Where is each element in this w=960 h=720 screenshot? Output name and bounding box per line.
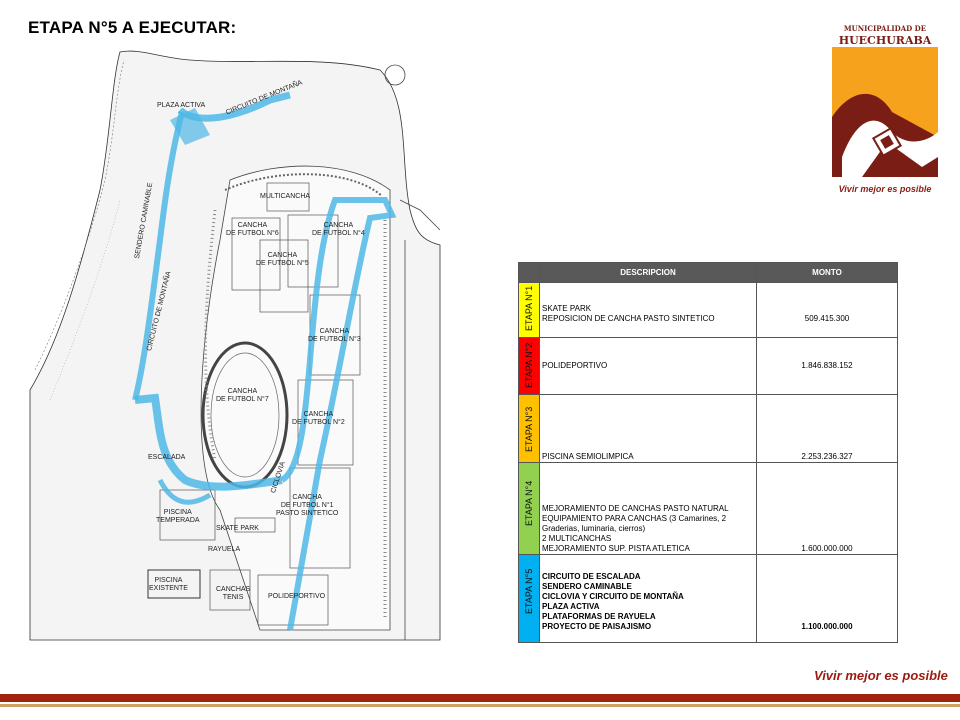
- table-row: [519, 283, 898, 338]
- label-rayuela: RAYUELA: [208, 546, 241, 553]
- label-circuito-montana-top: CIRCUITO DE MONTAÑA: [225, 79, 304, 117]
- amount-cell: 2.253.236.327: [757, 395, 898, 463]
- description-cell: [540, 463, 757, 555]
- table-row: [519, 463, 898, 555]
- label-cancha-2: CANCHA DE FUTBOL N°2: [292, 411, 345, 426]
- description-line: SENDERO CAMINABLE: [542, 582, 632, 591]
- stage-cell: [519, 338, 540, 395]
- description-line: CICLOVIA Y CIRCUITO DE MONTAÑA: [542, 592, 684, 601]
- label-skate-park: SKATE PARK: [216, 525, 259, 532]
- logo-emblem-icon: [832, 47, 938, 177]
- description-line: CIRCUITO DE ESCALADA: [542, 572, 641, 581]
- label-escalada: ESCALADA: [148, 454, 186, 461]
- description-line: PLAZA ACTIVA: [542, 602, 600, 611]
- description-line: MEJORAMIENTO SUP. PISTA ATLETICA: [542, 544, 690, 553]
- label-cancha-7: CANCHA DE FUTBOL N°7: [216, 388, 269, 403]
- footer-line: [0, 704, 960, 707]
- header-amount: MONTO: [757, 263, 898, 283]
- stage-label: ETAPA N°5: [524, 568, 534, 614]
- stage-label: ETAPA N°2: [524, 342, 534, 388]
- stage-cell: [519, 395, 540, 463]
- label-cancha-5: CANCHA DE FUTBOL N°5: [256, 252, 309, 267]
- description-line: MEJORAMIENTO DE CANCHAS PASTO NATURAL: [542, 504, 729, 513]
- page-title: ETAPA N°5 A EJECUTAR:: [28, 18, 237, 37]
- amount-cell: 509.415.300: [757, 283, 898, 338]
- description-line: SKATE PARK: [542, 304, 592, 313]
- footer-bar: [0, 694, 960, 702]
- amount-cell: 1.600.000.000: [757, 463, 898, 555]
- description-line: 2 MULTICANCHAS: [542, 534, 612, 543]
- amount-cell: 1.846.838.152: [757, 338, 898, 395]
- label-canchas-tenis: CANCHAS TENIS: [216, 586, 251, 601]
- description-line: REPOSICION DE CANCHA PASTO SINTETICO: [542, 314, 715, 323]
- description-line: EQUIPAMIENTO PARA CANCHAS (3 Camarines, 2 Graderias, luminaria, cierros): [542, 514, 727, 533]
- label-piscina-existente: PISCINA EXISTENTE: [149, 577, 188, 592]
- stage-label: ETAPA N°1: [524, 285, 534, 331]
- table-row: [519, 395, 898, 463]
- stage-cell: [519, 555, 540, 643]
- stage-cell: [519, 463, 540, 555]
- label-cancha-1: CANCHA DE FUTBOL N°1 PASTO SINTETICO: [276, 494, 339, 517]
- amount-cell: 1.100.000.000: [757, 555, 898, 643]
- label-piscina-temperada: PISCINA TEMPERADA: [156, 509, 200, 524]
- description-cell: [540, 283, 757, 338]
- footer-slogan: Vivir mejor es posible: [814, 668, 948, 683]
- label-cancha-4: CANCHA DE FUTBOL N°4: [312, 222, 365, 237]
- description-line: PROYECTO DE PAISAJISMO: [542, 622, 652, 631]
- municipal-logo: [832, 24, 938, 194]
- description-line: POLIDEPORTIVO: [542, 361, 608, 370]
- site-plan: [20, 40, 460, 650]
- header-stage: [519, 263, 540, 283]
- description-line: PISCINA SEMIOLIMPICA: [542, 452, 634, 461]
- label-multicancha: MULTICANCHA: [260, 193, 311, 200]
- label-circuito-montana-left: CIRCUITO DE MONTAÑA: [146, 270, 173, 352]
- description-cell: [540, 555, 757, 643]
- table-row: [519, 555, 898, 643]
- logo-line2: HUECHURABA: [838, 34, 932, 47]
- site-plan-drawing: [20, 40, 460, 650]
- description-cell: [540, 395, 757, 463]
- stage-label: ETAPA N°3: [524, 406, 534, 452]
- label-plaza-activa: PLAZA ACTIVA: [157, 102, 206, 109]
- header-description: DESCRIPCION: [540, 263, 757, 283]
- description-line: PLATAFORMAS DE RAYUELA: [542, 612, 656, 621]
- label-polideportivo: POLIDEPORTIVO: [268, 593, 326, 600]
- stage-cell: [519, 283, 540, 338]
- label-cancha-3: CANCHA DE FUTBOL N°3: [308, 328, 361, 343]
- logo-line1: MUNICIPALIDAD DE: [843, 24, 927, 33]
- label-ciclovia: CICLOVIA: [270, 460, 287, 495]
- label-sendero-caminable: SENDERO CAMINABLE: [134, 182, 155, 260]
- label-cancha-6: CANCHA DE FUTBOL N°6: [226, 222, 279, 237]
- stage-label: ETAPA N°4: [524, 480, 534, 526]
- table-header-row: [519, 263, 898, 283]
- table-row: [519, 338, 898, 395]
- logo-slogan: Vivir mejor es posible: [838, 184, 932, 194]
- description-cell: [540, 338, 757, 395]
- budget-table: [518, 262, 898, 643]
